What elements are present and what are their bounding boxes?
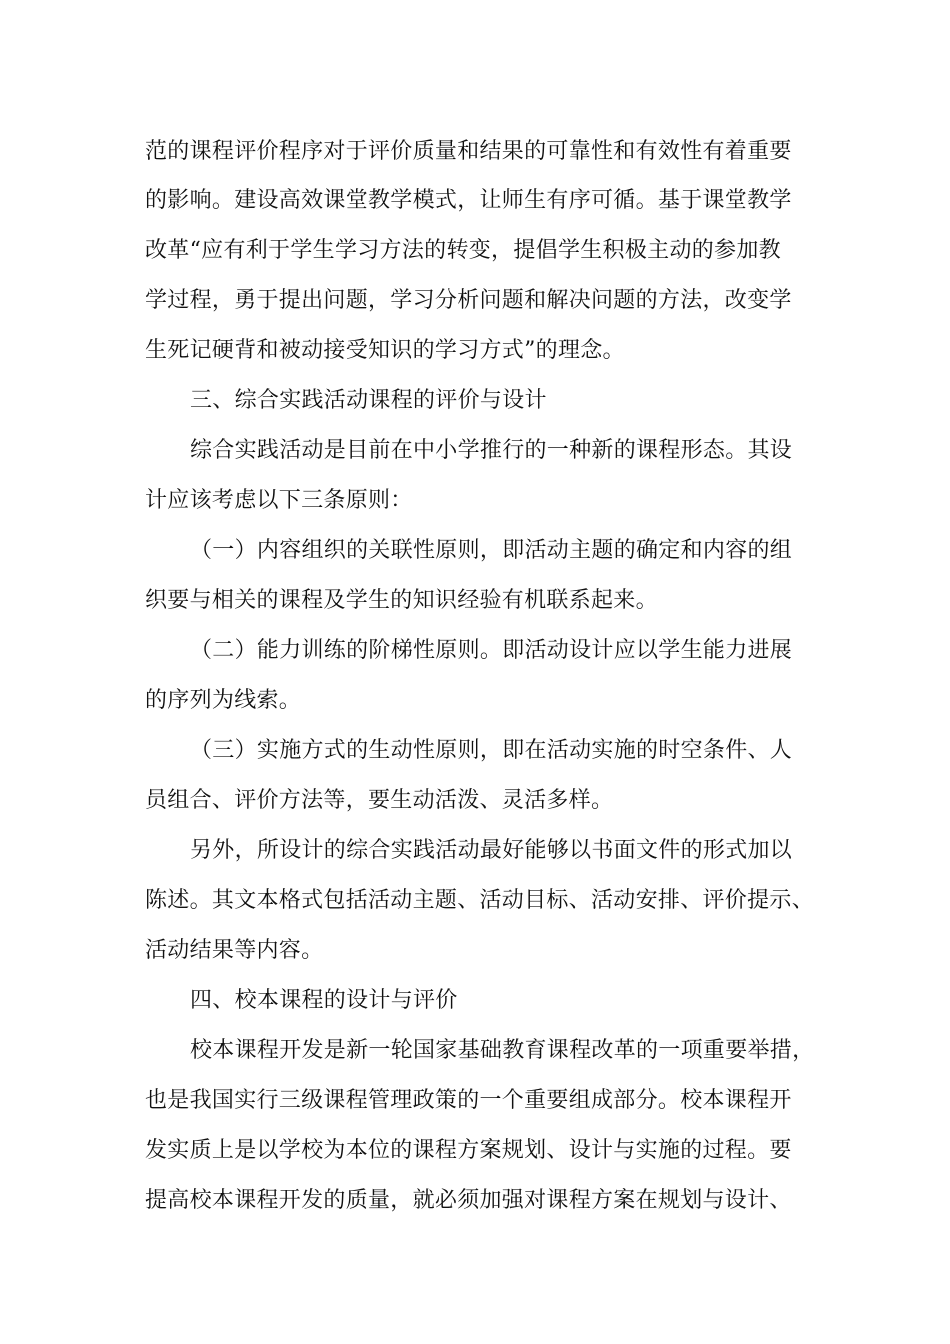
text-line: 提高校本课程开发的质量，就必须加强对课程方案在规划与设计、 [145,1188,792,1213]
text-line: （三）实施方式的生动性原则，即在活动实施的时空条件、人 [190,738,793,763]
text-line: 改革“应有利于学生学习方法的转变，提倡学生积极主动的参加教 [145,238,781,263]
text-line: 综合实践活动是目前在中小学推行的一种新的课程形态。其设 [190,438,793,463]
text-line: 织要与相关的课程及学生的知识经验有机联系起来。 [145,588,658,613]
text-line: 陈述。其文本格式包括活动主题、活动目标、活动安排、评价提示、 [145,888,815,913]
section-heading: 四、校本课程的设计与评价 [190,988,458,1013]
text-line: 活动结果等内容。 [145,938,324,963]
section-heading: 三、综合实践活动课程的评价与设计 [190,388,547,413]
text-line: （二）能力训练的阶梯性原则。即活动设计应以学生能力进展 [190,638,793,663]
text-line: 的序列为线索。 [145,688,302,713]
text-line: 计应该考虑以下三条原则： [145,488,413,513]
text-line: 校本课程开发是新一轮国家基础教育课程改革的一项重要举措， [190,1038,815,1063]
text-line: 也是我国实行三级课程管理政策的一个重要组成部分。校本课程开 [145,1088,792,1113]
text-line: 另外，所设计的综合实践活动最好能够以书面文件的形式加以 [190,838,793,863]
text-line: （一）内容组织的关联性原则，即活动主题的确定和内容的组 [190,538,793,563]
text-line: 生死记硬背和被动接受知识的学习方式”的理念。 [145,338,625,363]
text-line: 学过程，勇于提出问题，学习分析问题和解决问题的方法，改变学 [145,288,792,313]
text-line: 的影响。建设高效课堂教学模式，让师生有序可循。基于课堂教学 [145,188,792,213]
text-line: 范的课程评价程序对于评价质量和结果的可靠性和有效性有着重要 [145,139,792,164]
text-line: 发实质上是以学校为本位的课程方案规划、设计与实施的过程。要 [145,1138,792,1163]
text-line: 员组合、评价方法等，要生动活泼、灵活多样。 [145,788,614,813]
